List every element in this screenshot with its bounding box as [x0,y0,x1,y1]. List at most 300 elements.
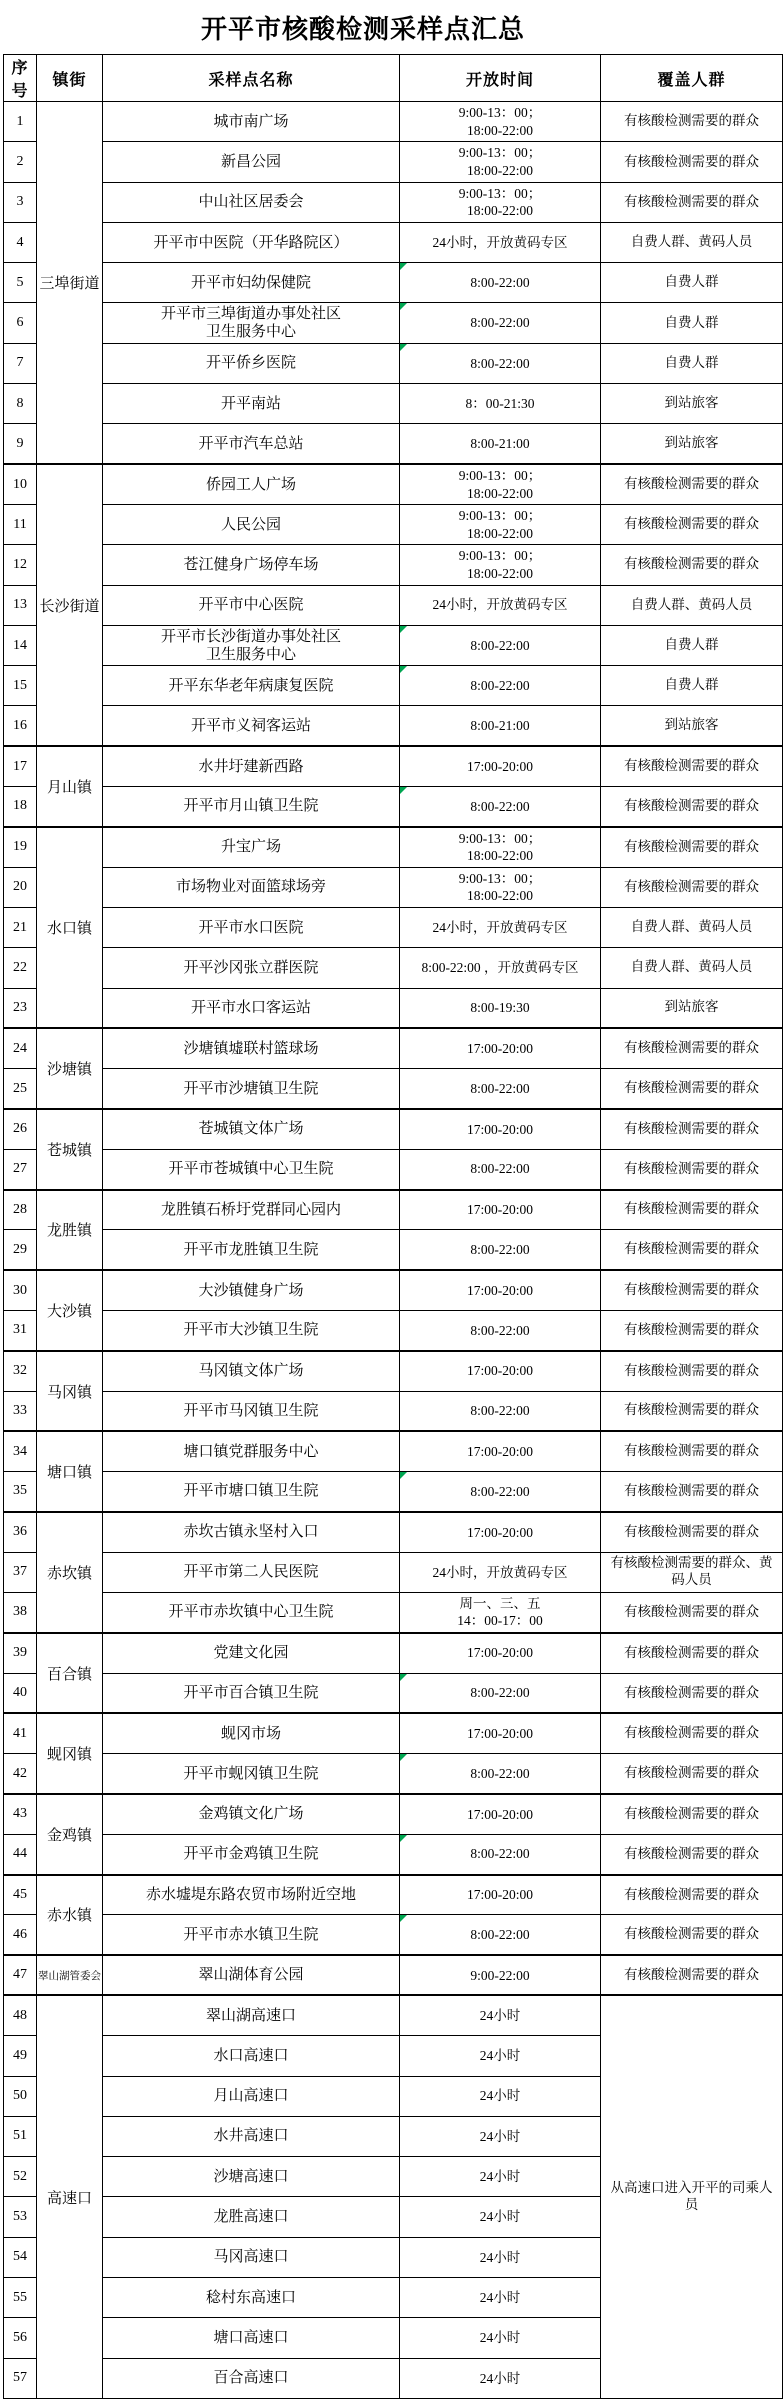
row-number-cell: 56 [4,2318,37,2358]
table-row [4,1310,783,1350]
coverage-cell: 到站旅客 [601,384,783,424]
open-time-line: 18:00-22:00 [467,203,533,219]
site-name-line: 卫生服务中心 [205,324,296,341]
open-time-line: 24小时 [479,2128,521,2144]
site-name-line: 开平市马冈镇卫生院 [183,1402,319,1419]
table-row [4,1673,783,1713]
site-name-cell [103,1190,400,1230]
coverage-cell: 到站旅客 [601,706,783,746]
open-time-cell [400,1552,601,1592]
header-serial-number: 序号 [4,55,37,102]
site-name-line: 沙塘高速口 [213,2168,289,2185]
site-name-cell [103,1592,400,1632]
table-row [4,907,783,947]
open-time-line: 17:00-20:00 [467,1121,533,1137]
site-name-cell [103,2237,400,2277]
open-time-cell [400,1472,601,1512]
row-number-cell: 57 [4,2358,37,2398]
site-name-cell [103,1069,400,1109]
town-cell: 蚬冈镇 [37,1713,103,1794]
row-number-cell: 17 [4,746,37,786]
open-time-cell [400,827,601,867]
row-number-cell: 44 [4,1834,37,1874]
row-number-cell: 43 [4,1794,37,1834]
site-name-cell [103,2197,400,2237]
site-name-line: 金鸡镇文化广场 [198,1806,304,1823]
site-name-line: 开平市赤坎镇中心卫生院 [168,1604,334,1621]
table-row [4,1109,783,1149]
open-time-line: 8:00-22:00 ，开放黄码专区 [421,960,579,976]
site-name-cell [103,1310,400,1350]
coverage-cell: 有核酸检测需要的群众 [601,746,783,786]
row-number-cell: 22 [4,948,37,988]
open-time-cell [400,1230,601,1270]
site-name-cell [103,102,400,142]
site-name-line: 开平南站 [220,395,281,412]
coverage-cell: 有核酸检测需要的群众 [601,102,783,142]
row-number-cell: 2 [4,142,37,182]
table-row [4,666,783,706]
town-cell: 金鸡镇 [37,1794,103,1875]
table-row [4,948,783,988]
site-name-cell [103,988,400,1028]
site-name-cell [103,1109,400,1149]
table-row [4,706,783,746]
open-time-cell [400,1190,601,1230]
cell-comment-marker-icon [400,344,407,351]
site-name-cell [103,827,400,867]
open-time-line: 8:00-22:00 [470,1161,530,1177]
open-time-line: 24小时 [479,2008,521,2024]
row-number-cell: 30 [4,1270,37,1310]
site-name-line: 沙塘镇墟联村篮球场 [183,1040,319,1057]
row-number-cell: 32 [4,1351,37,1391]
site-name-cell [103,746,400,786]
row-number-cell: 27 [4,1149,37,1189]
open-time-line: 17:00-20:00 [467,1443,533,1459]
site-name-line: 翠山湖体育公园 [198,1967,304,1984]
site-name-line: 新昌公园 [220,153,281,170]
table-row [4,1512,783,1552]
open-time-line: 8:00-22:00 [470,1846,530,1862]
site-name-cell [103,1391,400,1431]
row-number-cell: 4 [4,222,37,262]
row-number-cell: 7 [4,343,37,383]
site-name-cell [103,666,400,706]
site-name-cell [103,787,400,827]
row-number-cell: 36 [4,1512,37,1552]
open-time-cell [400,2197,601,2237]
open-time-line: 18:00-22:00 [467,525,533,541]
site-name-line: 开平市水口客运站 [190,999,311,1016]
open-time-cell [400,2278,601,2318]
site-name-cell [103,384,400,424]
table-row [4,1995,783,2035]
coverage-cell: 有核酸检测需要的群众 [601,1431,783,1471]
open-time-cell [400,1955,601,1995]
row-number-cell: 45 [4,1875,37,1915]
open-time-line: 18:00-22:00 [467,485,533,501]
site-name-line: 开平市三埠街道办事处社区 [160,306,341,323]
row-number-cell: 24 [4,1028,37,1068]
coverage-cell: 有核酸检测需要的群众 [601,1472,783,1512]
open-time-line: 9:00-13：00； [458,145,542,161]
open-time-line: 8:00-22:00 [470,1685,530,1701]
open-time-line: 17:00-20:00 [467,1726,533,1741]
site-name-cell [103,1552,400,1592]
table-row [4,787,783,827]
open-time-cell [400,1351,601,1391]
site-name-cell [103,1754,400,1794]
row-number-cell: 50 [4,2076,37,2116]
coverage-cell: 有核酸检测需要的群众 [601,1391,783,1431]
open-time-line: 8:00-22:00 [470,315,530,331]
row-number-cell: 23 [4,988,37,1028]
site-name-line: 开平市塘口镇卫生院 [183,1483,319,1500]
open-time-line: 24小时，开放黄码专区 [432,1564,568,1580]
table-row [4,343,783,383]
header-town: 镇街 [37,55,103,102]
open-time-line: 24小时，开放黄码专区 [432,597,568,613]
coverage-cell: 有核酸检测需要的群众 [601,1633,783,1673]
site-name-cell [103,1713,400,1753]
coverage-cell: 有核酸检测需要的群众 [601,1028,783,1068]
row-number-cell: 25 [4,1069,37,1109]
open-time-line: 24小时 [479,2370,521,2386]
open-time-cell [400,2036,601,2076]
coverage-cell: 有核酸检测需要的群众 [601,545,783,585]
site-name-line: 开平市百合镇卫生院 [183,1684,319,1701]
open-time-cell [400,1834,601,1874]
coverage-cell: 有核酸检测需要的群众 [601,1190,783,1230]
site-name-line: 开平市苍城镇中心卫生院 [168,1161,334,1178]
open-time-line: 17:00-20:00 [467,1524,533,1540]
table-row [4,1713,783,1753]
site-name-line: 水口高速口 [213,2047,289,2064]
row-number-cell: 40 [4,1673,37,1713]
row-number-cell: 31 [4,1310,37,1350]
open-time-line: 8:00-22:00 [470,355,530,371]
row-number-cell: 9 [4,424,37,464]
site-name-cell [103,2157,400,2197]
open-time-line: 17:00-20:00 [467,1040,533,1056]
row-number-cell: 15 [4,666,37,706]
site-name-line: 塘口高速口 [213,2329,289,2346]
open-time-cell [400,1512,601,1552]
site-name-line: 开平市大沙镇卫生院 [183,1322,319,1339]
table-row [4,384,783,424]
table-row [4,1351,783,1391]
site-name-line: 开平市沙塘镇卫生院 [183,1080,319,1097]
site-name-line: 开平市金鸡镇卫生院 [183,1846,319,1863]
table-row [4,1028,783,1068]
cell-comment-marker-icon [400,1472,407,1479]
table-row [4,1592,783,1632]
site-name-line: 大沙镇健身广场 [198,1282,304,1299]
open-time-cell [400,1109,601,1149]
site-name-cell [103,2076,400,2116]
open-time-line: 9:00-13：00； [458,870,542,886]
site-name-line: 开平市中医院（开华路院区） [153,234,349,251]
header-open-time: 开放时间 [400,55,601,102]
row-number-cell: 39 [4,1633,37,1673]
sampling-table [3,54,783,2399]
town-cell: 赤水镇 [37,1875,103,1956]
open-time-line: 17:00-20:00 [467,1282,533,1298]
cell-comment-marker-icon [400,1915,407,1922]
open-time-cell [400,1592,601,1632]
site-name-cell [103,867,400,907]
open-time-line: 14：00-17：00 [457,1613,543,1629]
open-time-cell [400,2358,601,2398]
table-row [4,1431,783,1471]
table-row [4,1149,783,1189]
open-time-line: 24小时 [479,2169,521,2185]
site-name-cell [103,2318,400,2358]
open-time-line: 17:00-20:00 [467,1887,533,1903]
site-name-cell [103,1149,400,1189]
row-number-cell: 46 [4,1915,37,1955]
table-row [4,1915,783,1955]
site-name-line: 中山社区居委会 [198,194,304,211]
open-time-cell [400,1633,601,1673]
coverage-cell: 到站旅客 [601,424,783,464]
row-number-cell: 21 [4,907,37,947]
site-name-cell [103,1230,400,1270]
open-time-line: 8：00-21:30 [465,395,535,411]
site-name-cell [103,1270,400,1310]
site-name-line: 开平市月山镇卫生院 [183,798,319,815]
site-name-line: 开平市长沙街道办事处社区 [160,628,341,645]
row-number-cell: 28 [4,1190,37,1230]
site-name-cell [103,2036,400,2076]
open-time-line: 8:00-22:00 [470,275,530,291]
open-time-cell [400,2157,601,2197]
table-row [4,1270,783,1310]
site-name-line: 开平市妇幼保健院 [190,274,311,291]
open-time-cell [400,666,601,706]
row-number-cell: 41 [4,1713,37,1753]
table-row [4,1472,783,1512]
row-number-cell: 52 [4,2157,37,2197]
row-number-cell: 13 [4,585,37,625]
coverage-cell: 有核酸检测需要的群众 [601,827,783,867]
site-name-line: 开平东华老年病康复医院 [168,677,334,694]
open-time-cell [400,102,601,142]
table-row [4,1633,783,1673]
open-time-line: 9:00-13：00； [458,185,542,201]
open-time-line: 17:00-20:00 [467,758,533,774]
open-time-cell [400,1391,601,1431]
site-name-cell [103,263,400,303]
site-name-line: 升宝广场 [220,839,281,856]
open-time-cell [400,424,601,464]
open-time-line: 8:00-22:00 [470,1765,530,1781]
open-time-cell [400,1794,601,1834]
row-number-cell: 1 [4,102,37,142]
row-number-cell: 16 [4,706,37,746]
site-name-cell [103,1875,400,1915]
site-name-line: 赤水墟堤东路农贸市场附近空地 [145,1886,356,1903]
open-time-line: 9:00-13：00； [458,830,542,846]
row-number-cell: 35 [4,1472,37,1512]
site-name-line: 马冈镇文体广场 [198,1363,304,1380]
open-time-cell [400,1673,601,1713]
open-time-line: 8:00-22:00 [470,1080,530,1096]
open-time-cell [400,907,601,947]
site-name-cell [103,504,400,544]
coverage-cell: 有核酸检测需要的群众 [601,1713,783,1753]
open-time-line: 8:00-22:00 [470,678,530,694]
town-cell: 大沙镇 [37,1270,103,1351]
open-time-cell [400,384,601,424]
town-cell: 百合镇 [37,1633,103,1714]
coverage-cell: 自费人群、黄码人员 [601,222,783,262]
site-name-line: 塘口镇党群服务中心 [183,1443,319,1460]
open-time-line: 8:00-19:30 [470,1000,530,1016]
open-time-line: 18:00-22:00 [467,162,533,178]
open-time-line: 9:00-13：00； [458,468,542,484]
coverage-cell: 有核酸检测需要的群众 [601,1351,783,1391]
site-name-cell [103,1028,400,1068]
coverage-cell: 自费人群、黄码人员 [601,585,783,625]
site-name-line: 城市南广场 [213,113,289,130]
open-time-line: 24小时 [479,2289,521,2305]
table-row [4,1955,783,1995]
cell-comment-marker-icon [400,787,407,794]
site-name-cell [103,1633,400,1673]
coverage-cell: 有核酸检测需要的群众 [601,1875,783,1915]
open-time-line: 17:00-20:00 [467,1363,533,1379]
table-row [4,1875,783,1915]
open-time-line: 24小时 [479,2209,521,2225]
open-time-cell [400,867,601,907]
row-number-cell: 54 [4,2237,37,2277]
open-time-cell [400,182,601,222]
open-time-line: 18:00-22:00 [467,848,533,864]
open-time-cell [400,1028,601,1068]
row-number-cell: 18 [4,787,37,827]
cell-comment-marker-icon [400,626,407,633]
town-cell: 苍城镇 [37,1109,103,1190]
site-name-cell [103,585,400,625]
open-time-cell [400,988,601,1028]
open-time-cell [400,585,601,625]
site-name-line: 赤坎古镇永坚村入口 [183,1524,319,1541]
open-time-line: 24小时 [479,2249,521,2265]
site-name-cell [103,625,400,665]
site-name-line: 开平市蚬冈镇卫生院 [183,1765,319,1782]
row-number-cell: 5 [4,263,37,303]
table-row [4,1190,783,1230]
open-time-cell [400,1995,601,2035]
open-time-cell [400,948,601,988]
row-number-cell: 37 [4,1552,37,1592]
open-time-line: 17:00-20:00 [467,1202,533,1218]
open-time-cell [400,1069,601,1109]
site-name-cell [103,142,400,182]
site-name-cell [103,948,400,988]
town-cell: 赤坎镇 [37,1512,103,1633]
coverage-cell: 有核酸检测需要的群众 [601,1069,783,1109]
open-time-line: 周一、三、五 [459,1595,541,1611]
table-row [4,585,783,625]
open-time-cell [400,625,601,665]
site-name-cell [103,464,400,504]
table-row [4,1391,783,1431]
site-name-cell [103,1794,400,1834]
open-time-line: 18:00-22:00 [467,565,533,581]
open-time-cell [400,1149,601,1189]
town-cell: 三埠街道 [37,102,103,465]
table-row [4,1069,783,1109]
open-time-line: 24小时 [479,2330,521,2346]
open-time-cell [400,1310,601,1350]
open-time-line: 17:00-20:00 [467,1806,533,1822]
open-time-cell [400,746,601,786]
site-name-line: 侨园工人广场 [205,476,296,493]
open-time-line: 17:00-20:00 [467,1645,533,1661]
coverage-cell: 有核酸检测需要的群众 [601,1109,783,1149]
open-time-cell [400,1270,601,1310]
town-cell: 沙塘镇 [37,1028,103,1109]
site-name-cell [103,1673,400,1713]
site-name-cell [103,1351,400,1391]
coverage-cell: 有核酸检测需要的群众 [601,142,783,182]
site-name-cell [103,303,400,343]
coverage-cell: 有核酸检测需要的群众 [601,1834,783,1874]
site-name-cell [103,1512,400,1552]
coverage-cell: 有核酸检测需要的群众 [601,1915,783,1955]
row-number-cell: 49 [4,2036,37,2076]
table-row [4,303,783,343]
table-row [4,263,783,303]
site-name-cell [103,545,400,585]
coverage-cell: 自费人群 [601,625,783,665]
row-number-cell: 42 [4,1754,37,1794]
table-row [4,1834,783,1874]
coverage-cell: 有核酸检测需要的群众 [601,787,783,827]
site-name-cell [103,2278,400,2318]
site-name-cell [103,343,400,383]
row-number-cell: 3 [4,182,37,222]
site-name-cell [103,424,400,464]
row-number-cell: 12 [4,545,37,585]
site-name-line: 开平市中心医院 [198,597,304,614]
coverage-cell: 自费人群 [601,666,783,706]
open-time-line: 18:00-22:00 [467,122,533,138]
town-cell: 塘口镇 [37,1431,103,1512]
coverage-cell: 有核酸检测需要的群众 [601,1592,783,1632]
site-name-line: 百合高速口 [213,2370,289,2387]
open-time-line: 8:00-22:00 [470,1926,530,1942]
coverage-cell: 有核酸检测需要的群众 [601,1270,783,1310]
open-time-line: 8:00-21:00 [470,718,530,734]
site-name-line: 稔村东高速口 [205,2289,296,2306]
site-name-cell [103,2116,400,2156]
open-time-cell [400,263,601,303]
site-name-line: 龙胜镇石桥圩党群同心园内 [160,1201,341,1218]
site-name-line: 苍江健身广场停车场 [183,556,319,573]
coverage-cell: 有核酸检测需要的群众 [601,1673,783,1713]
open-time-line: 24小时，开放黄码专区 [432,234,568,250]
table-row [4,988,783,1028]
table-row [4,504,783,544]
coverage-cell: 自费人群、黄码人员 [601,907,783,947]
open-time-line: 8:00-22:00 [470,1403,530,1419]
coverage-cell: 自费人群 [601,263,783,303]
open-time-line: 9:00-13：00； [458,548,542,564]
